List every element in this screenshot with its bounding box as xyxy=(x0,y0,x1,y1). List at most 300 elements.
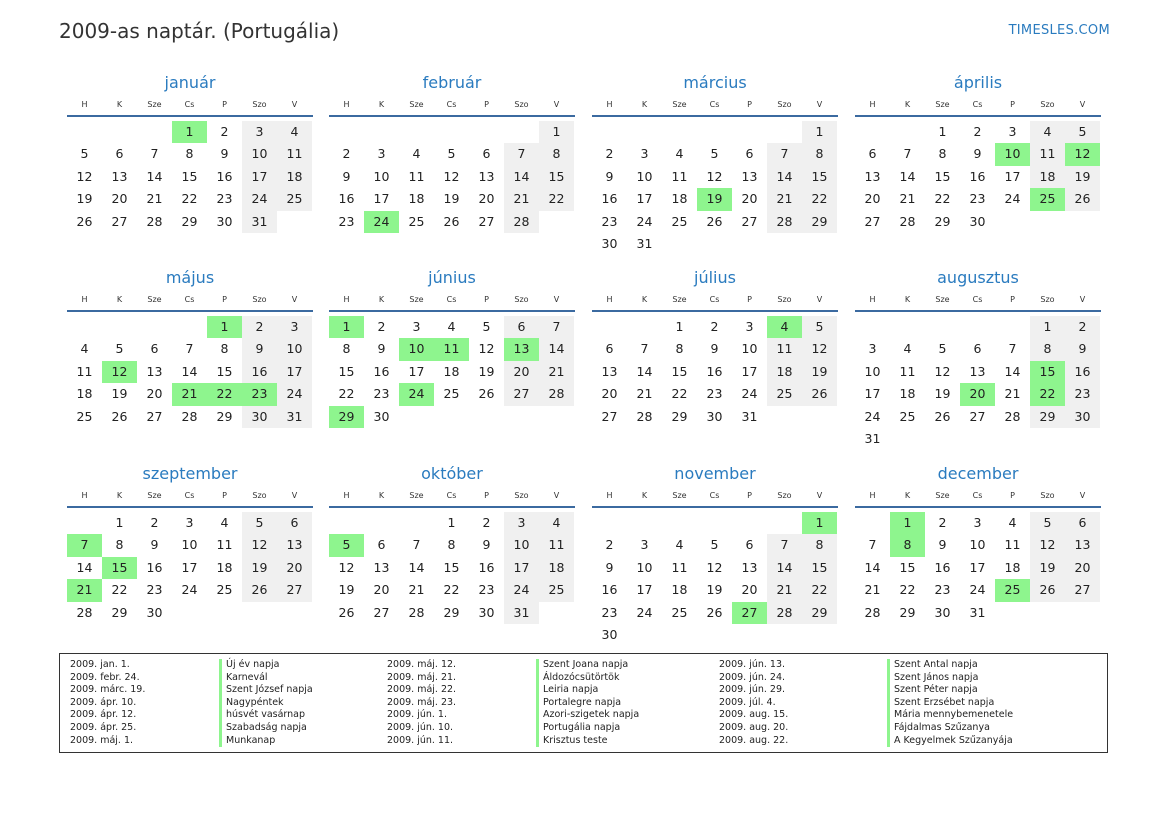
week-row xyxy=(855,428,1101,450)
day-cell: 24 xyxy=(399,383,434,405)
week-row xyxy=(855,579,1101,601)
day-cell: 29 xyxy=(443,604,460,620)
weekday-label: K xyxy=(116,491,123,500)
legend-date: 2009. febr. 24. xyxy=(70,671,140,683)
day-cell: 24 xyxy=(969,582,986,598)
empty-cell xyxy=(802,406,837,428)
day-cell: 11 xyxy=(277,143,312,165)
legend-dates xyxy=(387,659,456,747)
legend-date: 2009. máj. 1. xyxy=(70,734,134,746)
empty-cell xyxy=(662,624,697,646)
day-cell: 7 xyxy=(767,143,802,165)
day-cell: 11 xyxy=(1004,537,1021,553)
day-cell: 5 xyxy=(242,512,277,534)
day-cell: 28 xyxy=(767,211,802,233)
day-cell: 19 xyxy=(478,363,495,379)
day-cell: 30 xyxy=(601,235,618,251)
week-row xyxy=(592,338,838,360)
day-cell: 27 xyxy=(478,213,495,229)
week-row xyxy=(855,211,1101,233)
day-cell: 17 xyxy=(181,559,198,575)
weekday-label: K xyxy=(378,100,385,109)
day-cell: 5 xyxy=(938,341,947,357)
empty-cell xyxy=(1065,602,1100,624)
day-cell: 29 xyxy=(802,211,837,233)
day-cell: 3 xyxy=(504,512,539,534)
legend-holiday-name: Szent Erzsébet napja xyxy=(894,696,995,708)
week-row xyxy=(855,406,1101,428)
day-cell: 3 xyxy=(185,515,194,530)
weekday-label: K xyxy=(378,295,385,304)
weekday-header xyxy=(67,485,313,508)
day-cell: 2 xyxy=(220,124,229,139)
day-cell: 18 xyxy=(216,559,233,575)
empty-cell xyxy=(662,512,697,534)
empty-cell xyxy=(767,512,802,534)
week-row xyxy=(67,188,313,210)
legend-date: 2009. ápr. 25. xyxy=(70,721,137,733)
day-cell: 25 xyxy=(277,188,312,210)
empty-cell xyxy=(277,211,312,233)
month-9 xyxy=(67,463,313,624)
day-cell: 26 xyxy=(338,604,355,620)
day-cell: 25 xyxy=(539,579,574,601)
weekday-header xyxy=(329,289,575,312)
day-cell: 12 xyxy=(443,168,460,184)
week-row xyxy=(329,602,575,624)
day-cell: 22 xyxy=(671,386,688,402)
week-row xyxy=(592,406,838,428)
empty-cell xyxy=(732,121,767,143)
week-row xyxy=(67,143,313,165)
weekday-label: Sze xyxy=(672,295,687,304)
month-1 xyxy=(67,72,313,233)
day-cell: 28 xyxy=(76,604,93,620)
day-cell: 5 xyxy=(1065,121,1100,143)
weekday-label: V xyxy=(1079,295,1086,304)
day-cell: 24 xyxy=(741,386,758,402)
day-cell: 24 xyxy=(181,582,198,598)
legend-dates xyxy=(70,659,145,747)
day-cell: 8 xyxy=(342,341,351,357)
day-cell: 19 xyxy=(111,386,128,402)
day-cell: 9 xyxy=(973,146,982,162)
day-cell: 28 xyxy=(146,213,163,229)
empty-cell xyxy=(925,428,960,450)
empty-cell xyxy=(855,316,890,338)
day-cell: 9 xyxy=(242,338,277,360)
legend-holiday-name: Fájdalmas Szűzanya xyxy=(894,721,990,733)
weekday-label: H xyxy=(606,491,613,500)
day-cell: 26 xyxy=(478,386,495,402)
day-cell: 3 xyxy=(745,319,754,334)
day-cell: 17 xyxy=(969,559,986,575)
day-cell: 12 xyxy=(478,341,495,357)
day-cell: 19 xyxy=(338,582,355,598)
empty-cell xyxy=(662,121,697,143)
legend-holiday-name: Leiria napja xyxy=(543,684,599,696)
day-cell: 28 xyxy=(539,383,574,405)
day-cell: 21 xyxy=(767,188,802,210)
day-cell: 25 xyxy=(767,383,802,405)
day-cell: 27 xyxy=(146,408,163,424)
day-cell: 18 xyxy=(408,191,425,207)
day-cell: 23 xyxy=(601,604,618,620)
empty-cell xyxy=(329,121,364,143)
day-cell: 22 xyxy=(111,582,128,598)
day-cell: 28 xyxy=(408,604,425,620)
empty-cell xyxy=(1065,428,1100,450)
day-cell: 15 xyxy=(443,559,460,575)
empty-cell xyxy=(242,602,277,624)
day-cell: 6 xyxy=(277,512,312,534)
day-cell: 10 xyxy=(741,341,758,357)
day-cell: 29 xyxy=(934,213,951,229)
day-cell: 2 xyxy=(605,146,614,162)
day-cell: 2 xyxy=(605,537,614,553)
day-cell: 22 xyxy=(539,188,574,210)
day-cell: 1 xyxy=(675,319,684,334)
day-cell: 16 xyxy=(969,168,986,184)
empty-cell xyxy=(732,233,767,255)
day-cell: 7 xyxy=(903,146,912,162)
weekday-label: H xyxy=(606,295,613,304)
day-cell: 24 xyxy=(636,213,653,229)
weekday-label: H xyxy=(869,100,876,109)
day-cell: 2 xyxy=(710,319,719,334)
day-cell: 2 xyxy=(377,319,386,334)
weekday-label: H xyxy=(343,295,350,304)
day-cell: 19 xyxy=(706,582,723,598)
day-cell: 22 xyxy=(1030,383,1065,405)
weekday-header xyxy=(67,94,313,117)
month-11 xyxy=(592,463,838,646)
empty-cell xyxy=(960,316,995,338)
day-cell: 6 xyxy=(605,341,614,357)
week-row xyxy=(329,121,575,143)
day-cell: 10 xyxy=(399,338,434,360)
legend-holiday-name: Szent Péter napja xyxy=(894,684,978,696)
day-cell: 6 xyxy=(482,146,491,162)
weekday-label: P xyxy=(1010,295,1015,304)
day-cell: 12 xyxy=(706,168,723,184)
legend-date: 2009. aug. 15. xyxy=(719,709,789,721)
empty-cell xyxy=(697,121,732,143)
empty-cell xyxy=(277,602,312,624)
day-cell: 17 xyxy=(277,361,312,383)
day-cell: 19 xyxy=(443,191,460,207)
empty-cell xyxy=(697,512,732,534)
empty-cell xyxy=(995,602,1030,624)
day-cell: 26 xyxy=(706,604,723,620)
day-cell: 22 xyxy=(207,383,242,405)
day-cell: 9 xyxy=(150,537,159,553)
week-row xyxy=(329,579,575,601)
day-cell: 18 xyxy=(899,386,916,402)
day-cell: 1 xyxy=(802,512,837,534)
day-cell: 25 xyxy=(671,213,688,229)
day-cell: 29 xyxy=(1030,406,1065,428)
day-cell: 23 xyxy=(146,582,163,598)
empty-cell xyxy=(364,512,399,534)
day-cell: 7 xyxy=(1008,341,1017,357)
weekday-label: H xyxy=(81,100,88,109)
weekday-label: Sze xyxy=(409,491,424,500)
day-cell: 29 xyxy=(181,213,198,229)
day-cell: 1 xyxy=(890,512,925,534)
day-cell: 24 xyxy=(277,383,312,405)
weekday-label: P xyxy=(747,100,752,109)
week-row xyxy=(592,534,838,556)
empty-cell xyxy=(102,316,137,338)
day-cell: 24 xyxy=(242,188,277,210)
day-cell: 24 xyxy=(864,408,881,424)
day-cell: 7 xyxy=(150,146,159,162)
day-cell: 22 xyxy=(899,582,916,598)
weekday-label: Szo xyxy=(252,100,267,109)
day-cell: 9 xyxy=(482,537,491,553)
day-cell: 10 xyxy=(242,143,277,165)
weekday-label: Cs xyxy=(709,295,720,304)
day-cell: 13 xyxy=(741,168,758,184)
day-cell: 26 xyxy=(242,579,277,601)
weekday-label: Szo xyxy=(777,295,792,304)
empty-cell xyxy=(697,233,732,255)
day-cell: 15 xyxy=(934,168,951,184)
day-cell: 11 xyxy=(408,168,425,184)
week-row xyxy=(67,166,313,188)
day-cell: 25 xyxy=(995,579,1030,601)
day-cell: 18 xyxy=(443,363,460,379)
day-cell: 11 xyxy=(767,338,802,360)
day-cell: 16 xyxy=(242,361,277,383)
day-cell: 8 xyxy=(220,341,229,357)
week-row xyxy=(592,166,838,188)
day-cell: 27 xyxy=(601,408,618,424)
day-cell: 31 xyxy=(969,604,986,620)
day-cell: 21 xyxy=(67,579,102,601)
day-cell: 27 xyxy=(732,602,767,624)
day-cell: 21 xyxy=(864,582,881,598)
week-row xyxy=(592,188,838,210)
site-link[interactable]: TIMESLES.COM xyxy=(1008,23,1110,38)
day-cell: 8 xyxy=(115,537,124,553)
weekday-label: Szo xyxy=(777,100,792,109)
weekday-label: Sze xyxy=(935,100,950,109)
empty-cell xyxy=(767,233,802,255)
page-title: 2009-as naptár. (Portugália) xyxy=(59,19,340,43)
day-cell: 20 xyxy=(1065,557,1100,579)
day-cell: 4 xyxy=(80,341,89,357)
day-cell: 27 xyxy=(864,213,881,229)
day-cell: 3 xyxy=(868,341,877,357)
day-cell: 15 xyxy=(802,166,837,188)
empty-cell xyxy=(1030,211,1065,233)
day-cell: 19 xyxy=(802,361,837,383)
empty-cell xyxy=(399,512,434,534)
legend-names xyxy=(536,659,639,747)
day-cell: 6 xyxy=(377,537,386,553)
legend-holiday-name: Nagypéntek xyxy=(226,696,284,708)
weekday-label: Sze xyxy=(147,295,162,304)
weekday-label: Cs xyxy=(446,100,457,109)
day-cell: 14 xyxy=(864,559,881,575)
empty-cell xyxy=(67,316,102,338)
day-cell: 18 xyxy=(1004,559,1021,575)
day-cell: 25 xyxy=(671,604,688,620)
day-cell: 9 xyxy=(1065,338,1100,360)
day-cell: 17 xyxy=(504,557,539,579)
day-cell: 13 xyxy=(146,363,163,379)
day-cell: 21 xyxy=(539,361,574,383)
day-cell: 7 xyxy=(539,316,574,338)
holiday-legend xyxy=(59,653,1108,753)
legend-holiday-name: Krisztus teste xyxy=(543,734,608,746)
day-cell: 2 xyxy=(242,316,277,338)
day-cell: 7 xyxy=(504,143,539,165)
day-cell: 10 xyxy=(277,338,312,360)
empty-cell xyxy=(960,428,995,450)
month-name: április xyxy=(953,73,1003,92)
day-cell: 16 xyxy=(706,363,723,379)
weekday-label: K xyxy=(378,491,385,500)
day-cell: 28 xyxy=(1004,408,1021,424)
day-cell: 28 xyxy=(181,408,198,424)
day-cell: 23 xyxy=(373,386,390,402)
weekday-label: Cs xyxy=(184,100,195,109)
day-cell: 14 xyxy=(146,168,163,184)
day-cell: 15 xyxy=(671,363,688,379)
weekday-label: H xyxy=(869,295,876,304)
legend-date: 2009. jún. 10. xyxy=(387,721,454,733)
week-row xyxy=(592,121,838,143)
day-cell: 30 xyxy=(146,604,163,620)
week-row xyxy=(855,166,1101,188)
day-cell: 28 xyxy=(864,604,881,620)
day-cell: 22 xyxy=(181,191,198,207)
day-cell: 15 xyxy=(1030,361,1065,383)
day-cell: 23 xyxy=(706,386,723,402)
day-cell: 27 xyxy=(277,579,312,601)
empty-cell xyxy=(504,121,539,143)
day-cell: 8 xyxy=(447,537,456,553)
day-cell: 17 xyxy=(636,191,653,207)
day-cell: 25 xyxy=(216,582,233,598)
day-cell: 20 xyxy=(741,582,758,598)
empty-cell xyxy=(697,624,732,646)
legend-holiday-name: Szent Joana napja xyxy=(543,659,629,670)
day-cell: 20 xyxy=(373,582,390,598)
weekday-header xyxy=(855,94,1101,117)
day-cell: 27 xyxy=(741,213,758,229)
day-cell: 12 xyxy=(76,168,93,184)
week-row xyxy=(67,579,313,601)
legend-holiday-name: húsvét vasárnap xyxy=(226,709,306,721)
week-row xyxy=(329,361,575,383)
day-cell: 5 xyxy=(802,316,837,338)
week-row xyxy=(329,316,575,338)
day-cell: 2 xyxy=(342,146,351,162)
day-cell: 8 xyxy=(1030,338,1065,360)
day-cell: 20 xyxy=(146,386,163,402)
day-cell: 10 xyxy=(636,559,653,575)
day-cell: 14 xyxy=(408,559,425,575)
day-cell: 21 xyxy=(1004,386,1021,402)
weekday-label: K xyxy=(904,295,911,304)
day-cell: 16 xyxy=(601,191,618,207)
weekday-label: P xyxy=(1010,100,1015,109)
legend-date: 2009. aug. 20. xyxy=(719,721,789,733)
day-cell: 6 xyxy=(745,146,754,162)
day-cell: 6 xyxy=(115,146,124,162)
day-cell: 23 xyxy=(216,191,233,207)
day-cell: 15 xyxy=(338,363,355,379)
month-name: február xyxy=(422,73,482,92)
empty-cell xyxy=(539,602,574,624)
weekday-label: Cs xyxy=(184,491,195,500)
day-cell: 1 xyxy=(115,515,124,530)
month-2 xyxy=(329,72,575,233)
weekday-label: P xyxy=(222,295,227,304)
empty-cell xyxy=(1030,428,1065,450)
day-cell: 15 xyxy=(181,168,198,184)
day-cell: 24 xyxy=(504,579,539,601)
day-cell: 3 xyxy=(640,537,649,553)
week-row xyxy=(592,211,838,233)
day-cell: 25 xyxy=(443,386,460,402)
day-cell: 3 xyxy=(1008,124,1017,139)
day-cell: 21 xyxy=(767,579,802,601)
day-cell: 19 xyxy=(1030,557,1065,579)
week-row xyxy=(855,316,1101,338)
day-cell: 25 xyxy=(1030,188,1065,210)
day-cell: 30 xyxy=(478,604,495,620)
weekday-label: P xyxy=(747,491,752,500)
day-cell: 14 xyxy=(636,363,653,379)
empty-cell xyxy=(855,512,890,534)
weekday-label: Szo xyxy=(1040,491,1055,500)
day-cell: 20 xyxy=(741,191,758,207)
legend-date: 2009. jan. 1. xyxy=(70,659,130,670)
day-cell: 12 xyxy=(1065,143,1100,165)
day-cell: 23 xyxy=(1065,383,1100,405)
legend-holiday-name: Új év napja xyxy=(226,659,280,670)
empty-cell xyxy=(767,624,802,646)
day-cell: 7 xyxy=(67,534,102,556)
legend-date: 2009. máj. 22. xyxy=(387,684,457,696)
weekday-label: P xyxy=(222,491,227,500)
day-cell: 27 xyxy=(111,213,128,229)
weekday-label: Szo xyxy=(1040,295,1055,304)
empty-cell xyxy=(627,121,662,143)
weekday-label: Szo xyxy=(252,295,267,304)
weekday-label: Sze xyxy=(935,491,950,500)
legend-date: 2009. jún. 24. xyxy=(719,671,786,683)
day-cell: 26 xyxy=(443,213,460,229)
day-cell: 16 xyxy=(601,582,618,598)
day-cell: 22 xyxy=(802,579,837,601)
weekday-label: Cs xyxy=(972,100,983,109)
day-cell: 1 xyxy=(938,124,947,139)
week-row xyxy=(855,361,1101,383)
day-cell: 4 xyxy=(277,121,312,143)
weekday-label: K xyxy=(641,295,648,304)
day-cell: 6 xyxy=(745,537,754,553)
legend-date: 2009. ápr. 10. xyxy=(70,696,137,708)
week-row xyxy=(67,338,313,360)
day-cell: 21 xyxy=(504,188,539,210)
day-cell: 15 xyxy=(102,557,137,579)
